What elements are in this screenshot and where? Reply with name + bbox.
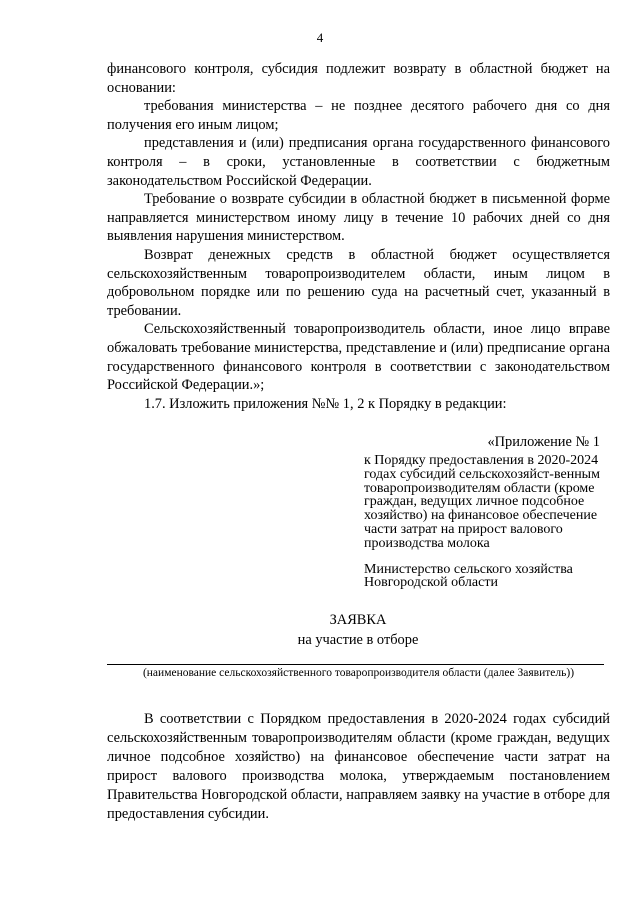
form-title: ЗАЯВКА bbox=[329, 612, 387, 628]
appendix-heading: «Приложение № 1 bbox=[487, 434, 600, 450]
paragraph-7: 1.7. Изложить приложения №№ 1, 2 к Порядку в редакции: bbox=[144, 395, 507, 412]
closing-text bbox=[107, 710, 610, 824]
appendix-ministry: Министерство сельского хозяйства Новгородской области bbox=[364, 561, 573, 591]
closing-paragraph: В соответствии с Порядком предоставления в 2020-2024 годах субсидий сельскохозяйственным товаропроизводителям области (кроме граждан, ведущих личное подсобное хозяйство) на финансовое обеспечение части затрат на прирост валового производства молока, утверждаемым постановлением Правительства Новгородской области, направляем заявку на участие в отборе для предоставления субсидии. bbox=[107, 711, 610, 822]
form-subtitle: на участие в отборе bbox=[297, 632, 419, 648]
paragraph-6: Сельскохозяйственный товаропроизводитель области, иное лицо вправе обжаловать требование министерства, представление и (или) предписание органа государственного финансового контроля в соответствии с законодательством Российской Федерации.»; bbox=[107, 321, 610, 394]
paragraph-2: требования министерства – не позднее десятого рабочего дня со дня получения его иным лицом; bbox=[107, 98, 610, 133]
page-number: 4 bbox=[316, 30, 324, 45]
paragraph-5: Возврат денежных средств в областной бюджет осуществляется сельскохозяйственным товаропроизводителем области, иным лицом в добровольном порядке или по решению суда на расчетный счет, указанный в требовании. bbox=[107, 246, 610, 319]
main-text bbox=[107, 60, 610, 413]
appendix-block bbox=[364, 434, 600, 590]
paragraph-3: представления и (или) предписания органа государственного финансового контроля – в сроки, установленные в соответствии с бюджетным законодательством Российской Федерации. bbox=[107, 135, 610, 189]
appendix-text: к Порядку предоставления в 2020-2024 годах субсидий сельскохозяйст-венным товаропроизводителям области (кроме граждан, ведущих личное подсобное хозяйство) на финансовое обеспечение части затрат на прирост валового производства молока bbox=[364, 453, 600, 551]
paragraph-1: финансового контроля, субсидия подлежит возврату в областной бюджет на основании: bbox=[107, 61, 610, 96]
applicant-name-line bbox=[107, 664, 604, 665]
applicant-name-caption: (наименование сельскохозяйственного товаропроизводителя области (далее Заявитель)) bbox=[142, 667, 575, 679]
paragraph-4: Требование о возврате субсидии в областной бюджет в письменной форме направляется министерством иному лицу в течение 10 рабочих дней со дня выявления нарушения министерством. bbox=[107, 191, 610, 245]
